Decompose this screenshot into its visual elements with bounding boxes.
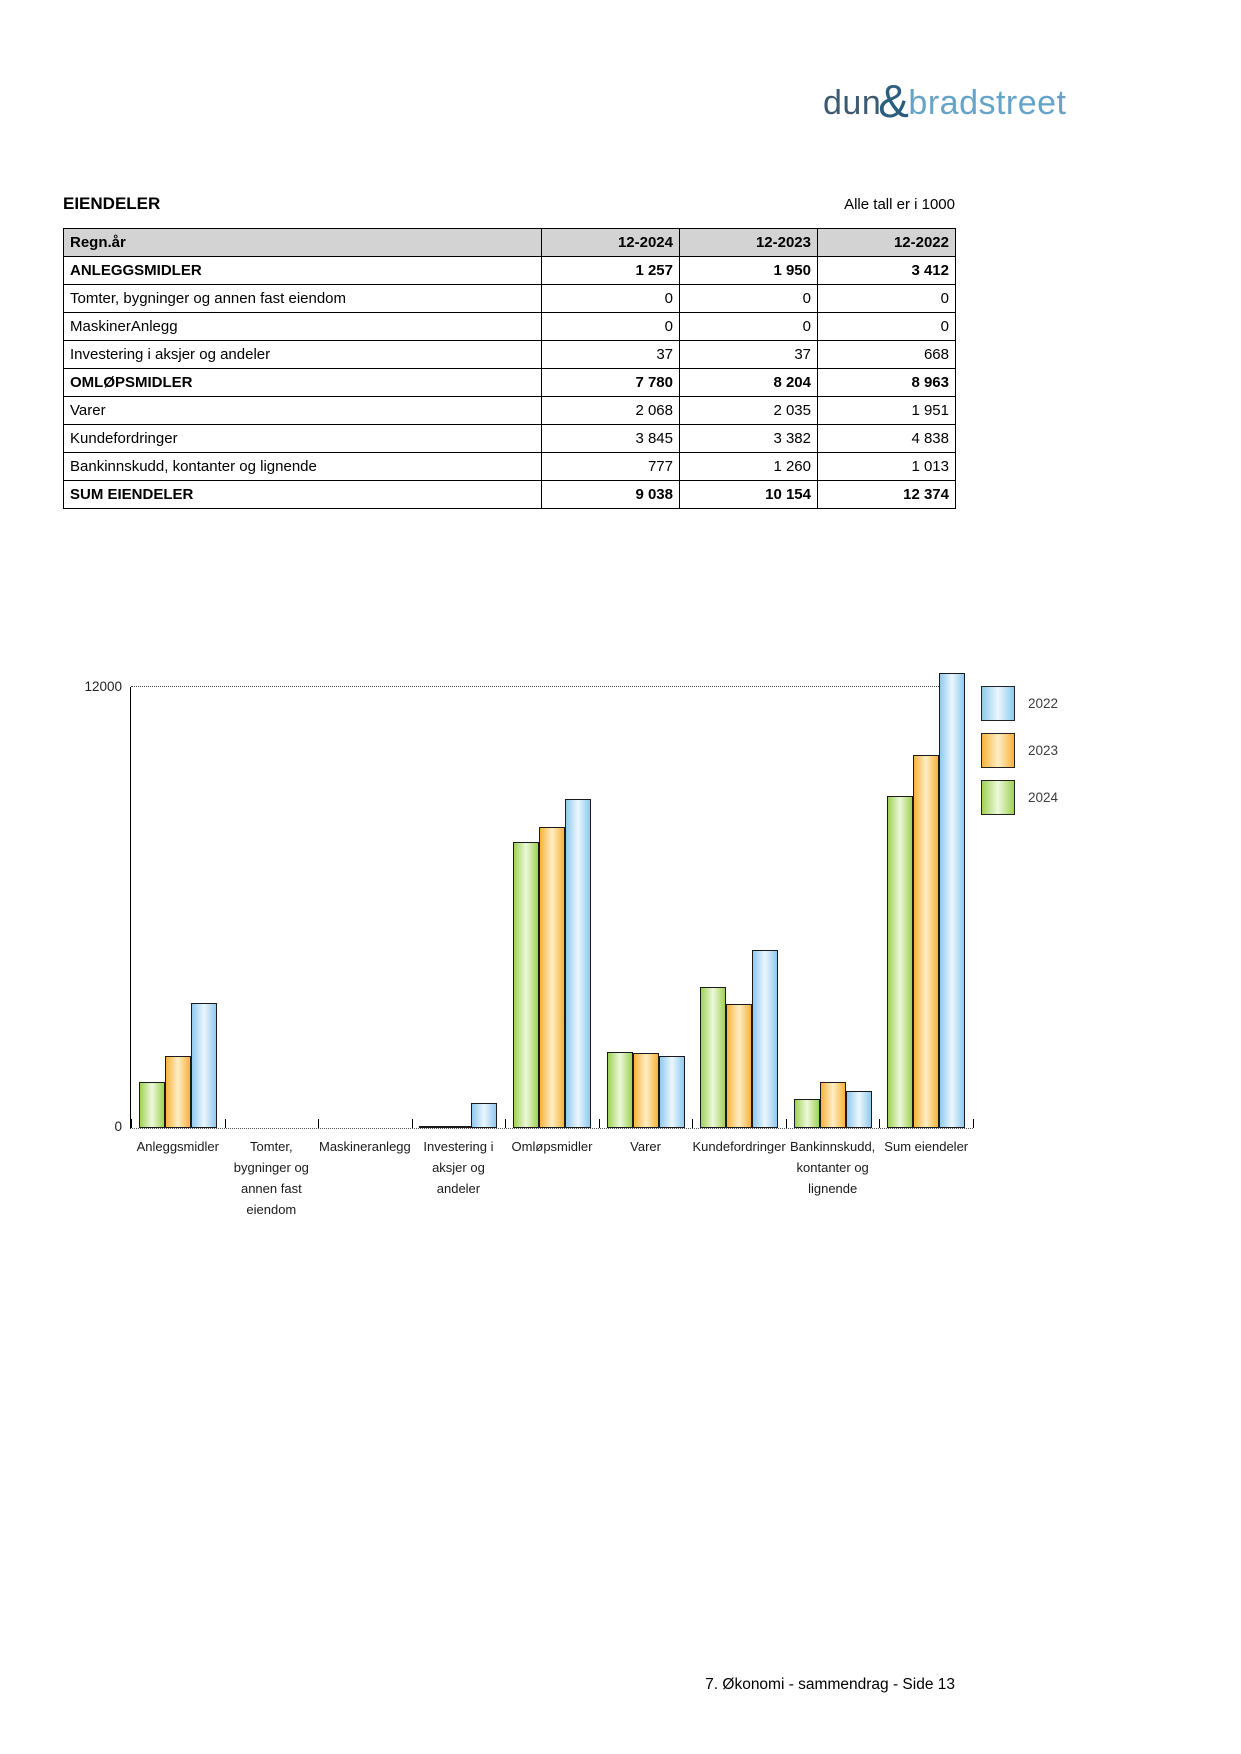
x-axis-tick: [318, 1119, 319, 1128]
dun-bradstreet-logo: [823, 74, 1067, 132]
bar-2024-6: [700, 987, 726, 1128]
cell-value: 10 154: [680, 481, 818, 509]
x-axis-label-5: Varer: [630, 1139, 661, 1154]
cell-value: 0: [542, 313, 680, 341]
bar-2023-3: [445, 1126, 471, 1128]
logo-ampersand-icon: &: [878, 75, 910, 127]
bar-2023-8: [913, 755, 939, 1128]
cell-value: 777: [542, 453, 680, 481]
row-label: Varer: [64, 397, 542, 425]
cell-value: 1 950: [680, 257, 818, 285]
cell-value: 0: [542, 285, 680, 313]
column-header-2024: 12-2024: [542, 229, 680, 257]
x-axis-tick: [879, 1119, 880, 1128]
table-row: [64, 397, 956, 425]
bar-2023-7: [820, 1082, 846, 1128]
x-axis-label-3: Investering i aksjer og andeler: [423, 1139, 494, 1196]
table-row: [64, 425, 956, 453]
table-row: [64, 369, 956, 397]
bar-2022-0: [191, 1003, 217, 1128]
cell-value: 1 257: [542, 257, 680, 285]
bar-2022-4: [565, 799, 591, 1128]
x-axis-label-8: Sum eiendeler: [884, 1139, 969, 1154]
y-axis-tick-label-0: 0: [114, 1119, 122, 1134]
gridline-12000: [131, 686, 963, 687]
cell-value: 0: [680, 313, 818, 341]
bar-2023-5: [633, 1053, 659, 1128]
bar-2022-5: [659, 1056, 685, 1128]
page-footer: 7. Økonomi - sammendrag - Side 13: [705, 1676, 955, 1693]
row-label: Tomter, bygninger og annen fast eiendom: [64, 285, 542, 313]
x-axis-tick: [505, 1119, 506, 1128]
table-row: [64, 285, 956, 313]
cell-value: 0: [818, 285, 956, 313]
table-header-row: [64, 229, 956, 257]
x-axis-label-0: Anleggsmidler: [136, 1139, 219, 1154]
row-label: SUM EIENDELER: [64, 481, 542, 509]
bar-2024-3: [419, 1126, 445, 1128]
cell-value: 37: [680, 341, 818, 369]
bar-chart-plot-area: [130, 687, 973, 1217]
bar-2024-4: [513, 842, 539, 1128]
bar-2022-8: [939, 673, 965, 1128]
bar-2023-4: [539, 827, 565, 1128]
x-axis-label-4: Omløpsmidler: [511, 1139, 593, 1154]
x-axis-tick: [131, 1119, 132, 1128]
row-label: Investering i aksjer og andeler: [64, 341, 542, 369]
legend-item-2024: [981, 780, 1058, 815]
table-row: [64, 453, 956, 481]
legend-swatch-2023: [981, 733, 1015, 768]
logo-bradstreet-text: bradstreet: [908, 83, 1067, 122]
x-axis-label-6: Kundefordringer: [692, 1139, 786, 1154]
cell-value: 1 260: [680, 453, 818, 481]
x-axis-label-1: Tomter, bygninger og annen fast eiendom: [233, 1139, 309, 1217]
cell-value: 7 780: [542, 369, 680, 397]
chart-legend: [981, 686, 1058, 827]
table-row: [64, 481, 956, 509]
row-label: MaskinerAnlegg: [64, 313, 542, 341]
bar-2024-7: [794, 1099, 820, 1128]
cell-value: 2 035: [680, 397, 818, 425]
table-row: [64, 257, 956, 285]
bar-2022-7: [846, 1091, 872, 1128]
bar-2023-0: [165, 1056, 191, 1128]
legend-item-2022: [981, 686, 1058, 721]
column-header-2023: 12-2023: [680, 229, 818, 257]
x-axis-tick: [225, 1119, 226, 1128]
x-axis-tick: [973, 1119, 974, 1128]
cell-value: 0: [680, 285, 818, 313]
x-axis-tick: [692, 1119, 693, 1128]
legend-swatch-2022: [981, 686, 1015, 721]
row-label: Bankinnskudd, kontanter og lignende: [64, 453, 542, 481]
cell-value: 4 838: [818, 425, 956, 453]
bar-2022-3: [471, 1103, 497, 1128]
cell-value: 668: [818, 341, 956, 369]
row-label: ANLEGGSMIDLER: [64, 257, 542, 285]
cell-value: 3 412: [818, 257, 956, 285]
cell-value: 9 038: [542, 481, 680, 509]
column-header-regnar: Regn.år: [64, 229, 542, 257]
x-axis-label-2: Maskineranlegg: [318, 1139, 411, 1154]
legend-swatch-2024: [981, 780, 1015, 815]
assets-table: [63, 228, 956, 509]
cell-value: 3 382: [680, 425, 818, 453]
cell-value: 2 068: [542, 397, 680, 425]
column-header-2022: 12-2022: [818, 229, 956, 257]
logo-dun-text: dun: [823, 83, 882, 122]
x-axis-tick: [786, 1119, 787, 1128]
cell-value: 37: [542, 341, 680, 369]
cell-value: 8 963: [818, 369, 956, 397]
cell-value: 1 951: [818, 397, 956, 425]
x-axis-tick: [599, 1119, 600, 1128]
row-label: Kundefordringer: [64, 425, 542, 453]
x-axis-label-7: Bankinnskudd, kontanter og lignende: [790, 1139, 876, 1196]
table-row: [64, 313, 956, 341]
bar-2024-0: [139, 1082, 165, 1128]
units-note: Alle tall er i 1000: [844, 196, 955, 213]
legend-label: 2023: [1028, 743, 1059, 758]
y-axis-tick-label-12000: 12000: [84, 679, 122, 694]
legend-label: 2022: [1028, 696, 1059, 711]
row-label: OMLØPSMIDLER: [64, 369, 542, 397]
legend-item-2023: [981, 733, 1058, 768]
cell-value: 1 013: [818, 453, 956, 481]
bar-2024-5: [607, 1052, 633, 1128]
section-title: EIENDELER: [63, 194, 161, 213]
x-axis-tick: [412, 1119, 413, 1128]
legend-label: 2024: [1028, 790, 1059, 805]
bar-2024-8: [887, 796, 913, 1128]
bar-2022-6: [752, 950, 778, 1128]
bar-2023-6: [726, 1004, 752, 1128]
cell-value: 8 204: [680, 369, 818, 397]
cell-value: 3 845: [542, 425, 680, 453]
table-row: [64, 341, 956, 369]
section-header: [63, 194, 955, 214]
cell-value: 12 374: [818, 481, 956, 509]
cell-value: 0: [818, 313, 956, 341]
